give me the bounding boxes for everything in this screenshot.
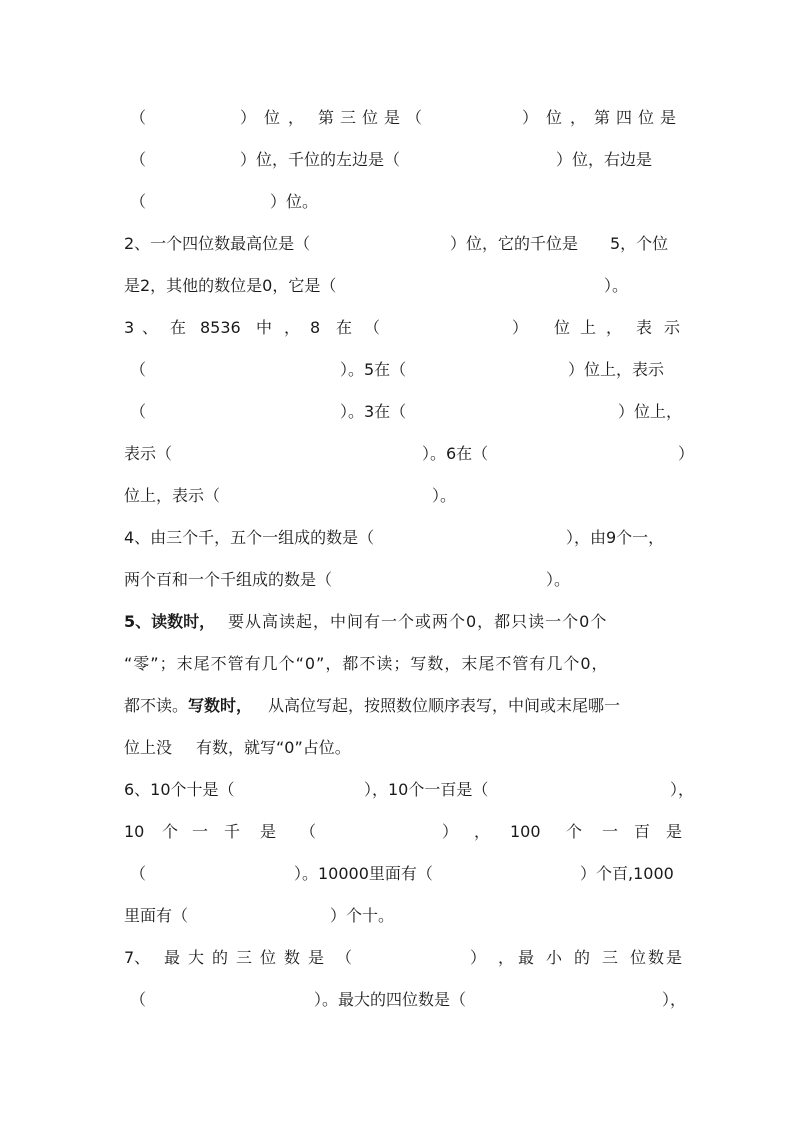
text-segment: ）位，它的千位是 <box>450 234 579 253</box>
text-segment: 第三位是 <box>318 108 407 127</box>
bold-heading: 写数时， <box>188 696 253 715</box>
text-segment: ）个百,1000 <box>580 864 674 883</box>
text-segment: ）， <box>670 780 695 799</box>
text-segment: ）位， <box>522 108 595 127</box>
text-segment: 100 <box>510 822 541 841</box>
text-segment: 数 <box>648 948 665 967</box>
text-segment: （ <box>300 822 317 841</box>
text-segment: 大 <box>188 948 205 967</box>
text-segment: ）位上， <box>618 402 683 421</box>
text-segment: “零”；末尾不管有几个“0”，都不读；写数，末尾不管有几个0， <box>124 654 609 673</box>
text-segment: ）， <box>662 990 687 1009</box>
text-segment: ） <box>442 822 459 841</box>
text-segment: （ <box>130 360 147 379</box>
text-segment: 一 <box>192 822 209 841</box>
text-segment: 、 <box>142 318 159 337</box>
text-segment: 一 <box>602 822 619 841</box>
text-segment: 2、一个四位数最高位是（ <box>124 234 311 253</box>
text-segment: 是 <box>260 822 277 841</box>
text-segment: ）位， <box>240 108 313 127</box>
text-segment: 中 <box>256 318 273 337</box>
text-segment: ， <box>474 822 491 841</box>
text-segment: 是 <box>666 948 683 967</box>
text-segment: ）。 <box>604 276 629 295</box>
text-segment: 示 <box>664 318 681 337</box>
text-segment: ， <box>606 318 623 337</box>
text-segment: ） <box>512 318 529 337</box>
text-segment: 位上，表示（ <box>124 486 221 505</box>
text-segment: 有数，就写“0”占位。 <box>196 738 351 757</box>
text-segment: 位 <box>260 948 277 967</box>
text-segment: 表示（ <box>124 444 173 463</box>
text-segment: ， <box>498 948 515 967</box>
text-segment: （ <box>364 318 381 337</box>
text-segment: 是 <box>666 822 683 841</box>
text-segment: ）。3在（ <box>340 402 407 421</box>
text-segment: ），由9个一， <box>566 528 665 547</box>
text-segment: 在 <box>170 318 187 337</box>
text-segment: 的 <box>574 948 591 967</box>
text-segment: 5，个位 <box>610 234 669 253</box>
text-segment: （ <box>130 150 147 169</box>
text-segment: ）位。 <box>270 192 319 211</box>
text-segment: 百 <box>634 822 651 841</box>
text-segment: ）位，千位的左边是（ <box>240 150 401 169</box>
text-segment: ）。6在（ <box>422 444 489 463</box>
text-segment: 两个百和一个千组成的数是（ <box>124 570 333 589</box>
text-segment: ， <box>284 318 301 337</box>
bold-heading: 5、读数时， <box>124 612 216 631</box>
text-segment: ）。10000里面有（ <box>294 864 433 883</box>
text-segment: ）位，右边是 <box>556 150 653 169</box>
text-segment: 位 <box>630 948 647 967</box>
text-segment: 7、 <box>124 948 151 967</box>
text-segment: 8536 <box>200 318 241 337</box>
text-segment: 6、10个十是（ <box>124 780 235 799</box>
text-segment: 8 <box>310 318 321 337</box>
text-segment: （ <box>130 402 147 421</box>
text-segment: （ <box>130 108 147 127</box>
text-segment: ）位上，表示 <box>568 360 665 379</box>
text-segment: ）。 <box>546 570 571 589</box>
text-segment: 在 <box>336 318 353 337</box>
text-segment: 从高位写起，按照数位顺序表写，中间或末尾哪一 <box>268 696 621 715</box>
text-segment: （ <box>130 864 147 883</box>
text-segment: （ <box>336 948 353 967</box>
text-segment: 小 <box>546 948 563 967</box>
text-segment: 4、由三个千，五个一组成的数是（ <box>124 528 375 547</box>
text-segment: （ <box>130 990 147 1009</box>
text-segment: 是 <box>308 948 325 967</box>
text-segment: （ <box>406 108 423 127</box>
text-segment: ）。 <box>432 486 457 505</box>
text-segment: ） <box>678 444 695 463</box>
text-segment: ） <box>470 948 487 967</box>
text-segment: 数 <box>284 948 301 967</box>
text-segment: ）。5在（ <box>340 360 407 379</box>
text-segment: 要从高读起，中间有一个或两个0，都只读一个0个 <box>228 612 608 631</box>
text-segment: 最 <box>518 948 535 967</box>
text-segment: 最 <box>164 948 181 967</box>
text-segment: 位 <box>554 318 571 337</box>
text-segment: 个 <box>162 822 179 841</box>
text-segment: 三 <box>602 948 619 967</box>
text-segment: 三 <box>236 948 253 967</box>
text-segment: 千 <box>224 822 241 841</box>
text-segment: 的 <box>212 948 229 967</box>
text-segment: 是2，其他的数位是0，它是（ <box>124 276 337 295</box>
text-segment: 里面有（ <box>124 906 189 925</box>
text-segment: 都不读。 <box>124 696 189 715</box>
text-segment: 个 <box>566 822 583 841</box>
text-segment: ）个十。 <box>330 906 395 925</box>
text-segment: ），10个一百是（ <box>364 780 489 799</box>
text-segment: 第四位是 <box>594 108 683 127</box>
text-segment: 位上没 <box>124 738 173 757</box>
text-segment: 上 <box>580 318 597 337</box>
text-segment: ）。最大的四位数是（ <box>314 990 467 1009</box>
text-segment: 表 <box>636 318 653 337</box>
text-segment: 10 <box>124 822 145 841</box>
text-segment: （ <box>130 192 147 211</box>
text-segment: 3 <box>124 318 135 337</box>
